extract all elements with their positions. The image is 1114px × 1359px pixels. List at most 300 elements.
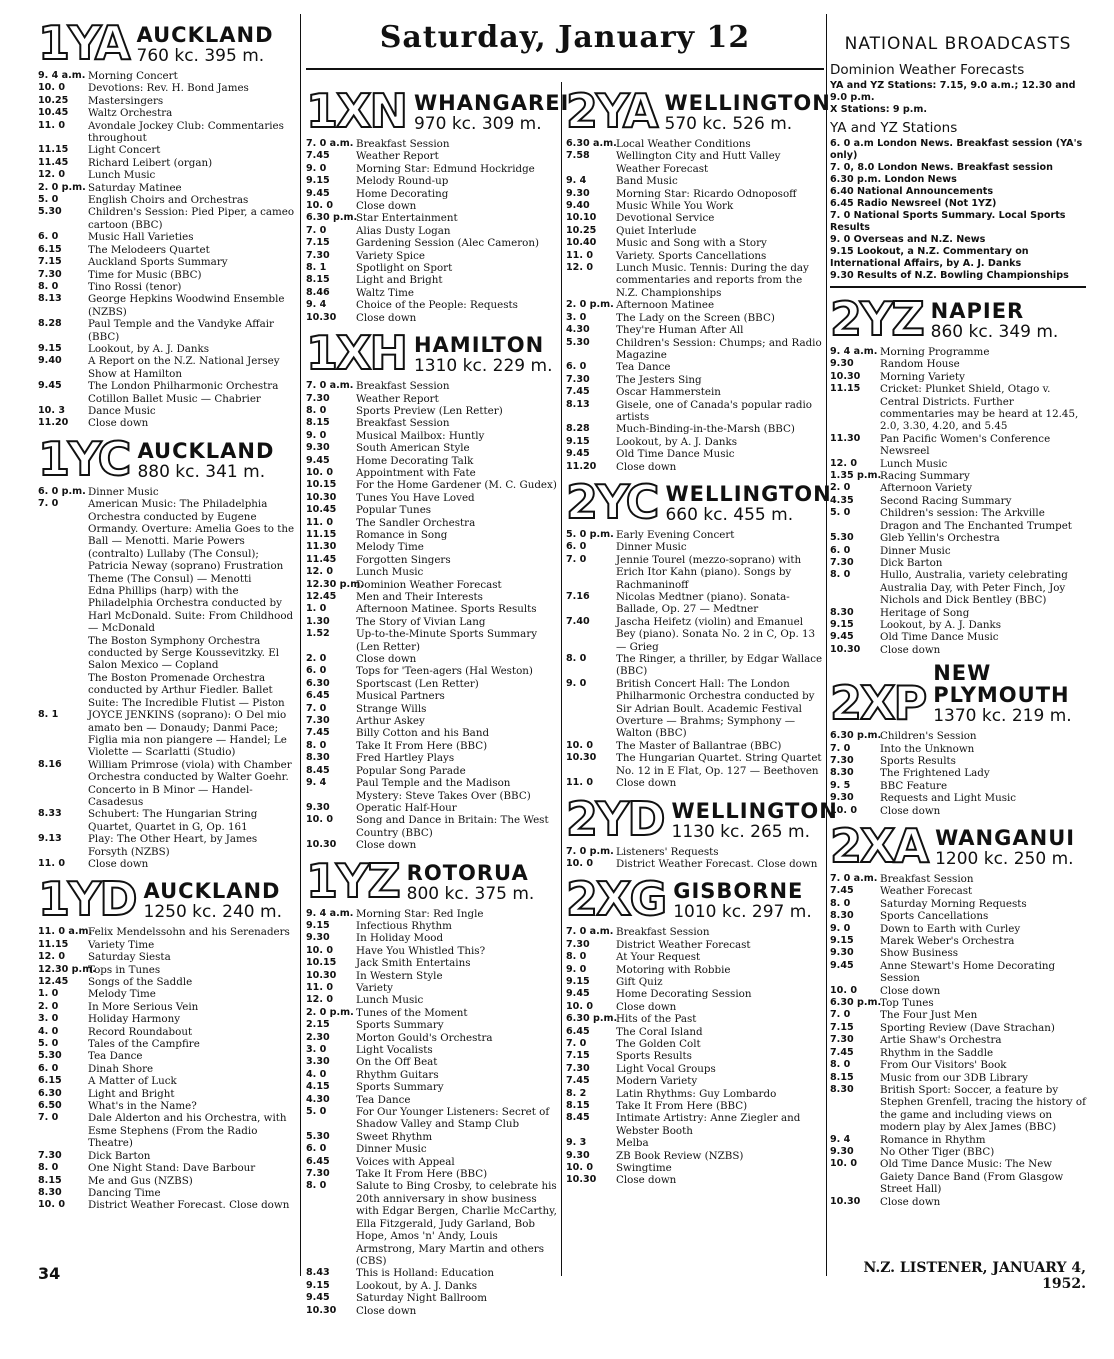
programme-time: 5.30 (566, 336, 590, 348)
programme-time: 7.45 (306, 150, 330, 162)
programme-title: Listeners' Requests (616, 845, 719, 858)
programme-title: Choice of the People: Requests (356, 299, 518, 312)
programme-time: 7. 0 (830, 742, 851, 754)
programme-item (566, 988, 824, 1000)
programme-time: 12.45 (38, 976, 69, 987)
national-broadcast-line: 9.15 Lookout, a N.Z. Commentary on International Affairs, by A. J. Danks (830, 246, 1029, 269)
programme-item (38, 269, 296, 281)
station-header (306, 84, 570, 138)
programme-item (306, 312, 558, 324)
programme-item (830, 1047, 1086, 1059)
programme-title: Lookout, by A. J. Danks (616, 435, 738, 448)
programme-item (38, 1112, 296, 1149)
programme-title: Tea Dance (616, 361, 671, 374)
programme-item (306, 777, 558, 802)
programme-item (306, 945, 558, 957)
programme-time: 10. 0 (566, 857, 594, 869)
programme-time: 6.30 (306, 677, 330, 689)
programme-title: Music from our 3DB Library (880, 1071, 1028, 1084)
programme-item (566, 324, 824, 336)
programme-time: 11.15 (38, 938, 69, 950)
programme-item (566, 1112, 824, 1137)
programme-time: 8.13 (38, 293, 62, 305)
programme-time: 10. 0 (566, 739, 594, 751)
programme-title: Sports Cancellations (880, 910, 989, 923)
programme-title: Dale Alderton and his Orchestra, with Esme Stephens (From the Radio Theatre) (88, 1112, 287, 1150)
programme-title: Home Decorating Session (616, 988, 752, 1001)
station-frequency: 1200 kc. 250 m. (935, 849, 1074, 869)
programme-time: 11. 0 (306, 981, 334, 993)
programme-title: Salute to Bing Crosby, to celebrate his 20th anniversary in show business with Edgar Bergen, Charlie McCarthy, Ella Fitzgerald, Judy Garland, Bob Hope, Amos 'n' Andy, Louis Armstrong, Mary Martin and others (CBS) (356, 1180, 557, 1267)
programme-title: Hits of the Past (616, 1013, 697, 1026)
programme-time: 7.45 (306, 727, 330, 739)
programme-title: Morning Variety (880, 370, 965, 383)
programme-title: This is Holland: Education (356, 1267, 494, 1280)
programme-title: Light and Bright (356, 274, 443, 287)
programme-item (38, 1075, 296, 1087)
programme-time: 9. 0 (830, 922, 851, 934)
programme-item (566, 225, 824, 237)
programme-time: 10. 0 (306, 466, 334, 478)
station-name: AUCKLAND (136, 23, 274, 47)
station-header (830, 661, 1086, 731)
programme-time: 8. 0 (566, 653, 587, 665)
programme-item (38, 1088, 296, 1100)
programme-title: Old Time Dance Music (880, 631, 999, 644)
programme-time: 6.50 (38, 1100, 62, 1112)
programme-time: 7. 0 (566, 553, 587, 565)
programme-title: Jascha Heifetz (violin) and Emanuel Bey (piano). Sonata No. 2 in C, Op. 13 — Grieg (616, 615, 816, 653)
programme-time: 11.30 (830, 432, 861, 444)
programme-title: Old Time Dance Music (616, 448, 735, 461)
programme-title: The Master of Ballantrae (BBC) (616, 739, 782, 752)
programme-time: 11.15 (306, 528, 337, 540)
programme-title: Lookout, by A. J. Danks (88, 342, 210, 355)
programme-item (306, 994, 558, 1006)
programme-title: Variety. Sports Cancellations (616, 249, 767, 262)
programme-title: British Concert Hall: The London Philharmonic Orchestra conducted by Sir Adrian Boult. Academic Festival Overture — Brahms; Symphony — Walton (BBC) (616, 677, 815, 740)
programme-title: The Melodeers Quartet (88, 243, 210, 256)
programme-item (830, 792, 1086, 804)
programme-title: The Sandler Orchestra (356, 516, 476, 529)
programme-title: Operatic Half-Hour (356, 801, 457, 814)
programme-item (830, 923, 1086, 935)
programme-title: American Music: The Philadelphia Orchestra conducted by Eugene Ormandy. Overture: Amelia Goes to the Ball — Menotti. Marie Powers (contralto) Lullaby (The Consul); Patricia Neway (soprano) Frustration Theme (The Consul) — Menotti (88, 498, 295, 585)
programme-title: Saturday Morning Requests (880, 897, 1027, 910)
programme-item (566, 337, 824, 362)
programme-item (38, 833, 296, 858)
national-broadcast-line: 7. 0, 8.0 London News. Breakfast session (830, 162, 1053, 173)
programme-item (306, 467, 558, 479)
programme-title: English Choirs and Orchestras (88, 194, 249, 207)
programme-item (38, 585, 296, 635)
programme-item (566, 1050, 824, 1062)
column-4 (830, 14, 1086, 1214)
programme-item (38, 988, 296, 1000)
national-broadcast-line: 7. 0 National Sports Summary. Local Sports Results (830, 210, 1066, 233)
programme-item (566, 529, 824, 541)
programme-item (306, 566, 558, 578)
programme-time: 7.30 (566, 938, 590, 950)
programme-time: 9.30 (566, 187, 590, 199)
programme-time: 7.30 (38, 268, 62, 280)
programme-time: 10.30 (830, 370, 861, 382)
programme-item (38, 858, 296, 870)
programme-title: Songs of the Saddle (88, 976, 193, 988)
programme-time: 6.30 (38, 1087, 62, 1099)
programme-item (306, 1056, 558, 1068)
programme-item (830, 569, 1086, 606)
station-header (566, 791, 838, 846)
programme-time: 10. 0 (38, 82, 66, 94)
programme-time: 12. 0 (306, 994, 334, 1006)
programme-title: Lunch Music. Tennis: During the day commentaries and reports from the N.Z. Championships (616, 262, 809, 299)
programme-title: Heritage of Song (880, 606, 970, 619)
programme-item (566, 976, 824, 988)
programme-time: 9.45 (566, 988, 590, 1000)
programme-item (566, 858, 824, 870)
programme-time: 11. 0 a.m. (38, 926, 93, 938)
programme-item (830, 743, 1086, 755)
station-name: WHANGAREI (413, 91, 570, 115)
programme-time: 7.45 (830, 1046, 854, 1058)
programme-list (830, 346, 1086, 656)
programme-item (566, 1100, 824, 1112)
programme-item (38, 1175, 296, 1187)
programme-item (566, 1001, 824, 1013)
station-header (566, 84, 831, 138)
programme-time: 8. 0 (306, 404, 327, 416)
programme-item (38, 1001, 296, 1013)
station-logo: 2YA (566, 84, 657, 138)
programme-title: Close down (356, 200, 417, 213)
programme-title: Lookout, by A. J. Danks (356, 1279, 478, 1292)
programme-title: A Matter of Luck (88, 1075, 177, 1088)
programme-item (830, 383, 1086, 433)
programme-item (306, 957, 558, 969)
programme-item (566, 1038, 824, 1050)
national-broadcast-line: X Stations: 9 p.m. (830, 104, 928, 115)
programme-item (566, 653, 824, 678)
programme-item (306, 839, 558, 851)
programme-time: 1. 0 (306, 603, 327, 615)
programme-title: Music While You Work (616, 200, 734, 213)
programme-title: Weather Report (356, 150, 439, 163)
programme-time: 7. 0 a.m. (566, 926, 614, 938)
programme-title: In Holiday Mood (356, 932, 444, 945)
programme-time: 10.30 (830, 643, 861, 655)
programme-time: 2. 0 (830, 482, 851, 494)
programme-time: 9.13 (38, 833, 62, 845)
programme-title: Afternoon Variety (880, 482, 973, 495)
programme-item (306, 212, 558, 224)
programme-time: 6. 0 (830, 544, 851, 556)
programme-title: The Ringer, a thriller, by Edgar Wallace (BBC) (616, 653, 823, 678)
programme-item (306, 393, 558, 405)
programme-time: 9.15 (38, 342, 62, 354)
programme-item (306, 690, 558, 702)
programme-item (830, 495, 1086, 507)
programme-item (306, 665, 558, 677)
programme-item (566, 846, 824, 858)
programme-item (830, 545, 1086, 557)
programme-title: The Boston Symphony Orchestra conducted by Serge Koussevitzky. El Salon Mexico — Copland (88, 634, 280, 672)
programme-time: 9.45 (566, 448, 590, 460)
programme-title: Dick Barton (880, 556, 943, 569)
programme-item (830, 1059, 1086, 1071)
programme-time: 12. 0 (38, 169, 66, 181)
programme-title: What's in the Name? (88, 1100, 197, 1113)
programme-time: 9. 4 (566, 175, 587, 187)
programme-title: Dick Barton (88, 1149, 151, 1162)
programme-title: Men and Their Interests (356, 591, 483, 603)
programme-item (38, 343, 296, 355)
programme-time: 8. 0 (38, 1162, 59, 1174)
programme-item (566, 436, 824, 448)
programme-item (38, 169, 296, 181)
programme-item (566, 591, 824, 616)
programme-title: Edna Phillips (harp) with the Philadelphia Orchestra conducted by Harl McDonald. Suite: From Childhood — McDonald (88, 585, 294, 635)
programme-item (566, 299, 824, 311)
programme-time: 9.40 (38, 355, 62, 367)
programme-title: Close down (880, 804, 941, 817)
programme-item (306, 920, 558, 932)
programme-title: Gardening Session (Alec Cameron) (356, 237, 540, 250)
programme-title: Show Business (880, 947, 959, 960)
programme-time: 4. 0 (38, 1025, 59, 1037)
programme-title: They're Human After All (616, 324, 744, 337)
programme-item (306, 455, 558, 467)
programme-time: 1.35 p.m. (830, 470, 882, 482)
programme-title: For the Home Gardener (M. C. Gudex) (356, 479, 557, 492)
column-3 (566, 82, 838, 1193)
programme-title: Children's Session (880, 730, 977, 743)
programme-title: Top Tunes (880, 997, 934, 1010)
programme-title: Forgotten Singers (356, 553, 451, 566)
programme-title: Down to Earth with Curley (880, 922, 1021, 935)
station-header (38, 16, 296, 70)
programme-title: Breakfast Session (356, 417, 450, 430)
programme-title: Record Roundabout (88, 1025, 193, 1038)
programme-title: Nicolas Medtner (piano). Sonata-Ballade, Op. 27 — Medtner (616, 591, 790, 616)
programme-title: Sports Preview (Len Retter) (356, 404, 503, 417)
programme-item (830, 898, 1086, 910)
station-logo: 1YA (38, 16, 129, 70)
programme-item (306, 492, 558, 504)
programme-title: Holiday Harmony (88, 1013, 181, 1026)
programme-item (38, 1063, 296, 1075)
programme-item (566, 448, 824, 460)
programme-item (306, 591, 558, 603)
programme-title: Variety Time (88, 938, 155, 951)
programme-time: 10. 0 (830, 1158, 858, 1170)
programme-title: Variety Spice (356, 249, 425, 262)
programme-title: Close down (880, 984, 941, 997)
programme-title: Morton Gould's Orchestra (356, 1031, 493, 1044)
programme-time: 9.30 (830, 947, 854, 959)
programme-item (566, 740, 824, 752)
programme-title: Arthur Askey (356, 715, 425, 728)
programme-item (306, 138, 558, 150)
programme-title: Home Decorating Talk (356, 454, 474, 467)
programme-title: Racing Summary (880, 470, 970, 483)
station-frequency: 660 kc. 455 m. (665, 504, 794, 525)
national-broadcast-line: 9. 0 Overseas and N.Z. News (830, 234, 986, 245)
station-name: WELLINGTON (664, 91, 831, 115)
programme-item (306, 479, 558, 491)
programme-time: 9.15 (306, 1279, 330, 1291)
programme-item (830, 346, 1086, 358)
programme-title: Tunes You Have Loved (356, 491, 475, 504)
programme-time: 7. 0 (38, 498, 59, 510)
programme-time: 9. 0 (306, 429, 327, 441)
programme-item (306, 752, 558, 764)
programme-time: 5. 0 p.m. (566, 528, 614, 540)
programme-time: 9.45 (306, 454, 330, 466)
programme-time: 4.30 (306, 1093, 330, 1105)
programme-time: 10.30 (306, 839, 337, 851)
station-header (830, 292, 1086, 346)
programme-title: Sports Summary (356, 1019, 444, 1032)
programme-title: Sporting Review (Dave Strachan) (880, 1021, 1055, 1034)
programme-title: Musical Mailbox: Huntly (356, 429, 485, 442)
programme-title: JOYCE JENKINS (soprano): O Del mio amato ben — Donaudy; Danmi Pace; Figlia mia non piangere — Handel; Le Violette — Scarlatti (Studio) (88, 709, 287, 759)
programme-item (306, 150, 558, 162)
programme-time: 10. 0 (306, 944, 334, 956)
programme-item (566, 1174, 824, 1186)
programme-time: 2.15 (306, 1019, 330, 1031)
programme-title: A Report on the N.Z. National Jersey Show at Hamilton (88, 355, 280, 380)
programme-title: Breakfast Session (356, 380, 450, 393)
programme-title: Dinner Music (880, 544, 951, 557)
programme-item (306, 529, 558, 541)
programme-time: 6. 0 (566, 541, 587, 553)
programme-item (306, 616, 558, 628)
programme-list (830, 730, 1086, 817)
programme-title: Band Music (616, 175, 678, 188)
programme-item (306, 380, 558, 392)
programme-time: 8. 0 (830, 897, 851, 909)
programme-time: 7.30 (830, 754, 854, 766)
programme-title: Have You Whistled This? (356, 944, 486, 957)
programme-time: 7.45 (566, 386, 590, 398)
programme-time: 6.15 (38, 1075, 62, 1087)
programme-title: From Our Visitors' Book (880, 1059, 1007, 1072)
station-frequency: 1130 kc. 265 m. (671, 821, 810, 842)
programme-title: District Weather Forecast. Close down (616, 857, 818, 870)
programme-item (38, 1050, 296, 1062)
programme-item (306, 517, 558, 529)
programme-title: Gleb Yellin's Orchestra (880, 532, 1000, 545)
programme-title: Take It From Here (BBC) (356, 1168, 488, 1181)
station-name: NAPIER (930, 299, 1025, 323)
programme-title: Anne Stewart's Home Decorating Session (880, 959, 1056, 985)
programme-title: Morning Star: Edmund Hockridge (356, 162, 535, 175)
programme-item (830, 644, 1086, 656)
programme-title: Close down (356, 311, 417, 324)
programme-title: Jack Smith Entertains (356, 957, 471, 970)
programme-title: The Hungarian Quartet. String Quartet No. 12 in E Flat, Op. 127 — Beethoven (616, 752, 822, 777)
programme-time: 4.15 (306, 1081, 330, 1093)
programme-time: 9.15 (306, 175, 330, 187)
programme-time: 10. 0 (566, 1000, 594, 1012)
national-broadcast-line: 6. 0 a.m London News. Breakfast session (YA's only) (830, 138, 1083, 161)
programme-item (566, 200, 824, 212)
programme-time: 8. 1 (38, 709, 59, 721)
programme-item (306, 287, 558, 299)
programme-time: 9. 4 a.m. (38, 70, 86, 81)
programme-title: Song and Dance in Britain: The West Country (BBC) (356, 814, 549, 839)
programme-item (830, 371, 1086, 383)
programme-time: 9.15 (566, 435, 590, 447)
programme-time: 11. 0 (306, 516, 334, 528)
programme-title: The London Philharmonic Orchestra Cotillon Ballet Music — Chabrier (88, 380, 279, 405)
programme-item (566, 138, 824, 150)
programme-time: 6.45 (306, 1155, 330, 1167)
station-logo: 2XP (830, 676, 926, 731)
programme-title: Music and Song with a Story (616, 237, 767, 250)
programme-title: Infectious Rhythm (356, 919, 452, 932)
programme-title: Saturday Night Ballroom (356, 1292, 488, 1305)
programme-title: Close down (88, 857, 149, 870)
programme-item (566, 150, 824, 175)
programme-item (830, 532, 1086, 544)
national-broadcast-line: 6.30 p.m. London News (830, 174, 957, 185)
programme-time: 8.46 (306, 286, 330, 298)
programme-title: Waltz Orchestra (88, 107, 173, 120)
programme-item (38, 231, 296, 243)
programme-item (566, 386, 824, 398)
programme-title: Take It From Here (BBC) (356, 739, 488, 752)
programme-item (830, 1072, 1086, 1084)
programme-item (566, 212, 824, 224)
programme-time: 8.33 (38, 808, 62, 820)
programme-item (38, 926, 296, 938)
programme-item (38, 194, 296, 206)
programme-item (830, 1009, 1086, 1021)
programme-title: Sports Results (616, 1050, 692, 1063)
programme-time: 8.30 (38, 1186, 62, 1198)
programme-title: Take It From Here (BBC) (616, 1100, 748, 1112)
page-date-heading: Saturday, January 12 (379, 20, 751, 55)
programme-title: Close down (616, 460, 677, 473)
programme-time: 6. 0 p.m. (38, 485, 86, 497)
programme-item (306, 442, 558, 454)
programme-time: 8. 0 (38, 280, 59, 292)
programme-time: 9. 0 (566, 963, 587, 975)
programme-title: Fred Hartley Plays (356, 752, 455, 765)
programme-time: 5. 0 (38, 1038, 59, 1050)
programme-list (306, 380, 558, 851)
programme-item (38, 1026, 296, 1038)
station-logo: 1XN (306, 84, 406, 138)
programme-item (38, 417, 296, 429)
programme-item (306, 740, 558, 752)
programme-time: 9. 5 (830, 779, 851, 791)
programme-title: Breakfast Session (616, 926, 710, 939)
programme-title: Devotions: Rev. H. Bond James (88, 82, 249, 95)
programme-title: Tops in Tunes (88, 963, 161, 976)
programme-item (566, 312, 824, 324)
programme-time: 10.15 (306, 957, 337, 969)
programme-item (566, 237, 824, 249)
programme-item (38, 95, 296, 107)
programme-time: 7.15 (566, 1050, 590, 1062)
programme-item (566, 1162, 824, 1174)
programme-title: Time for Music (BBC) (88, 268, 202, 281)
publication-footer: N.Z. LISTENER, JANUARY 4, 1952. (863, 1260, 1086, 1292)
programme-item (38, 976, 296, 988)
